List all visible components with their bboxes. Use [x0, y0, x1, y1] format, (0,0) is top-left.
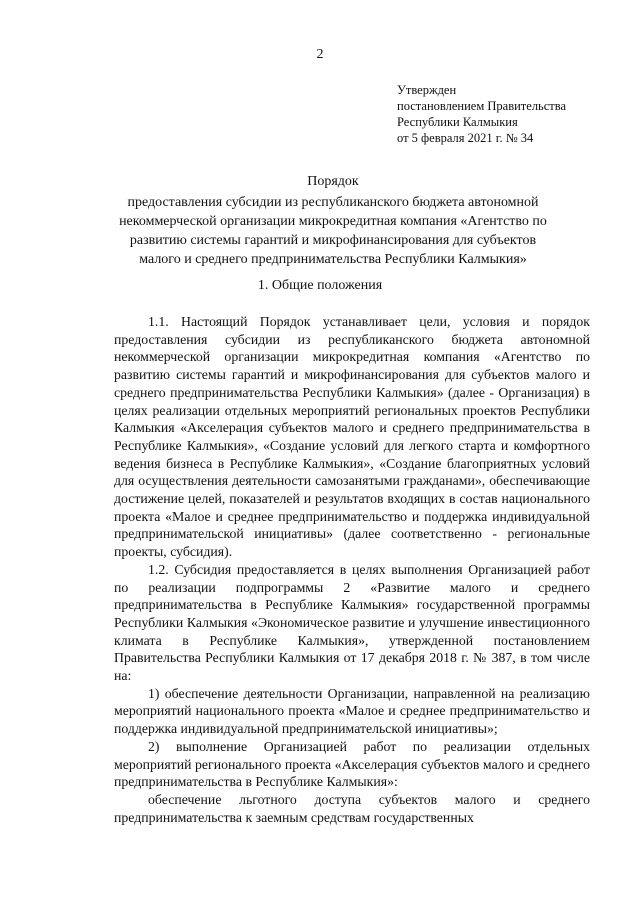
section-heading: 1. Общие положения: [257, 278, 383, 293]
page-number: 2: [316, 47, 324, 62]
title-body: предоставления субсидии из республиканского бюджета автономной некоммерческой организации микрокредитная компания «Агентство по развитию системы гарантий и микрофинансирования для субъектов малого и среднего предпринимательства Республики Калмыкия»: [119, 195, 547, 267]
paragraph: 1) обеспечение деятельности Организации, направленной на реализацию мероприятий национального проекта «Малое и среднее предпринимательство и поддержка индивидуальной предпринимательской инициативы»;: [114, 685, 590, 737]
document-title: [110, 172, 556, 269]
paragraph: 1.2. Субсидия предоставляется в целях выполнения Организацией работ по реализации подпрограммы 2 «Развитие малого и среднего предпринимательства в Республике Калмыкия» государственной программы Республики Калмыкия «Экономическое развитие и улучшение инвестиционного климата в Республике Калмыкия», утвержденной постановлением Правительства Республики Калмыкия от 17 декабря 2018 г. № 387, в том числе на:: [114, 561, 590, 684]
approval-line: от 5 февраля 2021 г. № 34: [397, 131, 534, 145]
approval-line: Утвержден: [397, 83, 457, 97]
approval-stamp: [397, 82, 566, 146]
approval-line: Республики Калмыкия: [397, 115, 518, 129]
approval-line: постановлением Правительства: [397, 99, 567, 113]
paragraph: 1.1. Настоящий Порядок устанавливает цели, условия и порядок предоставления субсидии из республиканского бюджета автономной некоммерческой организации микрокредитная компания «Агентство по развитию системы гарантий и микрофинансирования для субъектов малого и среднего предпринимательства Республики Калмыкия» (далее - Организация) в целях реализации отдельных мероприятий региональных проектов Республики Калмыкия «Акселерация субъектов малого и среднего предпринимательства в Республике Калмыкия», «Создание условий для легкого старта и комфортного ведения бизнеса в Республике Калмыкия», «Создание благоприятных условий для осуществления деятельности самозанятыми гражданами», обеспечивающие достижение целей, показателей и результатов входящих в состав национального проекта «Малое и среднее предпринимательство и поддержка индивидуальной предпринимательской инициативы» (далее соответственно - региональные проекты, субсидия).: [114, 314, 590, 560]
title-head: Порядок: [307, 174, 359, 189]
document-body: [114, 313, 590, 826]
paragraph: 2) выполнение Организацией работ по реализации отдельных мероприятий регионального проекта «Акселерация субъектов малого и среднего предпринимательства в Республике Калмыкия»:: [114, 738, 590, 790]
paragraph: обеспечение льготного доступа субъектов малого и среднего предпринимательства к заемным средствам государственных: [114, 791, 590, 825]
